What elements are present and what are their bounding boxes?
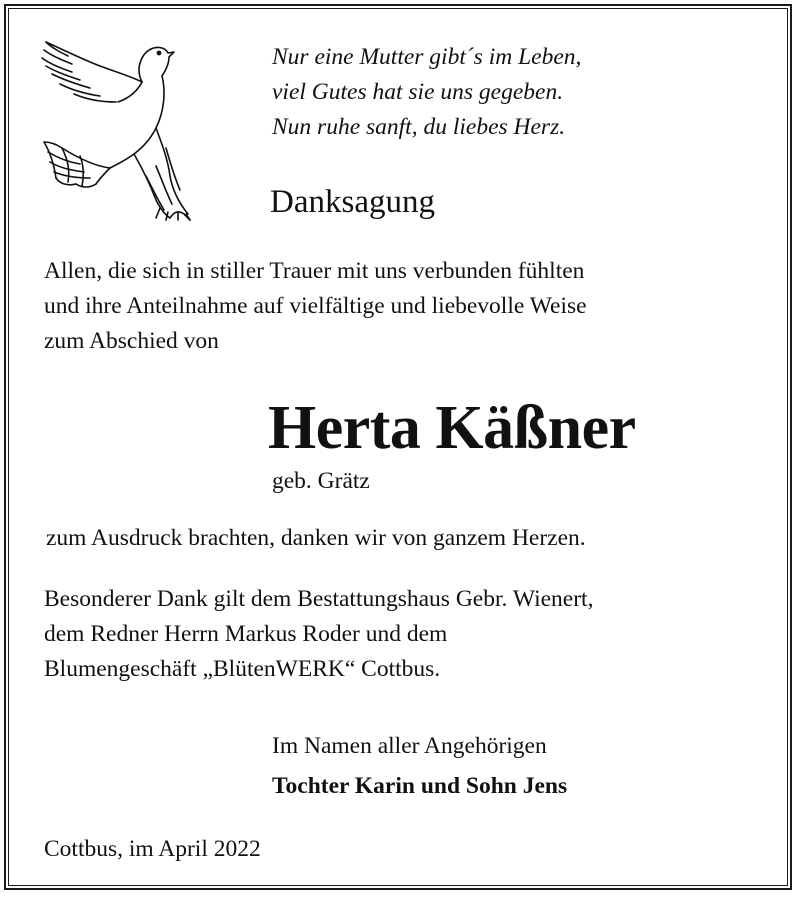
special-thanks-line: Besonderer Dank gilt dem Bestattungshaus Gebr. Wienert, (44, 586, 594, 612)
intro-line: zum Abschied von (44, 328, 219, 354)
intro-line: Allen, die sich in stiller Trauer mit uns verbunden fühlten (44, 258, 585, 284)
signature-intro: Im Namen aller Angehörigen (272, 733, 547, 759)
thanks-line: zum Ausdruck brachten, danken wir von ganzem Herzen. (46, 525, 586, 551)
intro-line: und ihre Anteilnahme auf vielfältige und liebevolle Weise (44, 293, 587, 319)
poem (272, 40, 581, 145)
dove-icon (38, 36, 198, 222)
maiden-name: geb. Grätz (272, 468, 370, 494)
place-date: Cottbus, im April 2022 (44, 836, 261, 862)
deceased-name: Herta Käßner (268, 394, 636, 462)
poem-line: viel Gutes hat sie uns gegeben. (272, 79, 564, 105)
special-thanks (44, 582, 593, 687)
heading-danksagung: Danksagung (270, 184, 435, 220)
poem-line: Nur eine Mutter gibt´s im Leben, (272, 44, 582, 70)
special-thanks-line: dem Redner Herrn Markus Roder und dem (44, 621, 448, 647)
signature-names: Tochter Karin und Sohn Jens (272, 773, 568, 799)
intro-text (44, 254, 587, 359)
poem-line: Nun ruhe sanft, du liebes Herz. (272, 114, 566, 140)
special-thanks-line: Blumengeschäft „BlütenWERK“ Cottbus. (44, 656, 441, 682)
